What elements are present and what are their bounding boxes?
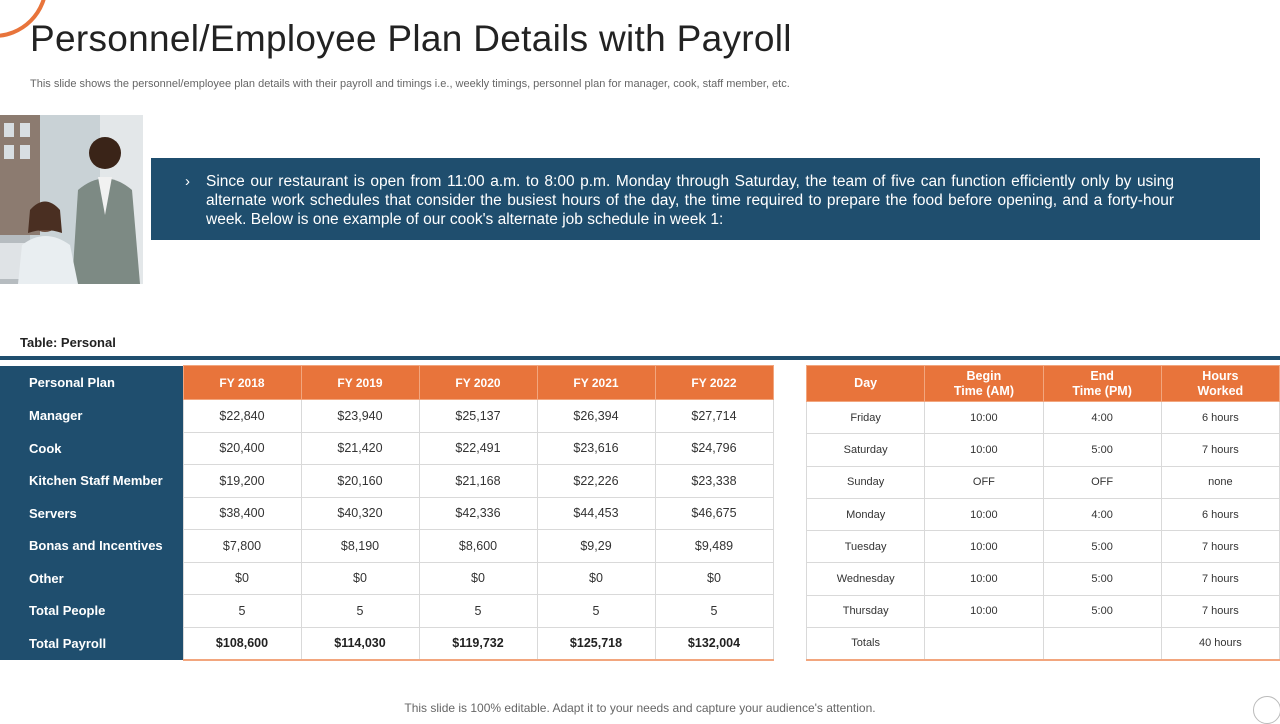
row-label: Servers <box>0 497 183 530</box>
table-row <box>0 497 773 530</box>
table-cell: $8,190 <box>301 530 419 563</box>
table-cell: $25,137 <box>419 400 537 433</box>
table-cell: $20,400 <box>183 432 301 465</box>
table-row <box>807 498 1280 530</box>
table-header-row <box>807 366 1280 402</box>
table-cell: $19,200 <box>183 465 301 498</box>
table-row <box>0 465 773 498</box>
table-cell: Saturday <box>807 434 925 466</box>
table-cell: Thursday <box>807 595 925 627</box>
table-cell: $21,168 <box>419 465 537 498</box>
row-label: Manager <box>0 400 183 433</box>
slide-footer: This slide is 100% editable. Adapt it to your needs and capture your audience's attention. <box>404 701 876 715</box>
table-cell: $21,420 <box>301 432 419 465</box>
table-cell: 5 <box>419 595 537 628</box>
table-cell: 10:00 <box>925 498 1043 530</box>
table-row <box>0 530 773 563</box>
table-cell: 5 <box>183 595 301 628</box>
row-label: Kitchen Staff Member <box>0 465 183 498</box>
table-row <box>0 400 773 433</box>
column-header-year: FY 2018 <box>183 366 301 400</box>
table-cell: $23,940 <box>301 400 419 433</box>
table-cell: $125,718 <box>537 627 655 660</box>
column-header-begin-time <box>925 366 1043 402</box>
table-cell: 40 hours <box>1161 628 1279 660</box>
table-cell: 6 hours <box>1161 402 1279 434</box>
column-header-personal-plan: Personal Plan <box>0 366 183 400</box>
table-cell: 5 <box>655 595 773 628</box>
table-cell: 10:00 <box>925 563 1043 595</box>
table-row <box>807 531 1280 563</box>
header-line: Hours <box>1202 368 1239 383</box>
table-cell: $40,320 <box>301 497 419 530</box>
table-cell: $9,489 <box>655 530 773 563</box>
column-header-day <box>807 366 925 402</box>
table-row-totals <box>807 628 1280 660</box>
table-cell: $0 <box>183 562 301 595</box>
table-cell: $132,004 <box>655 627 773 660</box>
header-line: End <box>1090 368 1114 383</box>
cook-schedule-table <box>806 365 1280 661</box>
table-cell: OFF <box>1043 466 1161 498</box>
table-cell: $9,29 <box>537 530 655 563</box>
table-cell: 10:00 <box>925 595 1043 627</box>
table-cell: 10:00 <box>925 531 1043 563</box>
table-cell: $20,160 <box>301 465 419 498</box>
column-header-year: FY 2019 <box>301 366 419 400</box>
table-row <box>807 402 1280 434</box>
header-line: Worked <box>1197 383 1244 398</box>
table-label: Table: Personal <box>20 335 116 350</box>
table-cell: $44,453 <box>537 497 655 530</box>
column-header-hours-worked <box>1161 366 1279 402</box>
row-label: Bonas and Incentives <box>0 530 183 563</box>
column-header-year: FY 2020 <box>419 366 537 400</box>
table-row <box>0 562 773 595</box>
table-cell: $46,675 <box>655 497 773 530</box>
row-label: Total Payroll <box>0 627 183 660</box>
table-cell: $23,616 <box>537 432 655 465</box>
table-cell: $114,030 <box>301 627 419 660</box>
table-cell: 4:00 <box>1043 498 1161 530</box>
slide-title: Personnel/Employee Plan Details with Payroll <box>30 18 792 59</box>
table-cell: 6 hours <box>1161 498 1279 530</box>
table-cell: $23,338 <box>655 465 773 498</box>
table-cell: 7 hours <box>1161 434 1279 466</box>
header-line: Time (PM) <box>1072 383 1132 398</box>
table-cell <box>925 628 1043 660</box>
table-cell: $26,394 <box>537 400 655 433</box>
table-cell: Wednesday <box>807 563 925 595</box>
table-cell: $42,336 <box>419 497 537 530</box>
table-cell: 5:00 <box>1043 434 1161 466</box>
table-cell: 5:00 <box>1043 531 1161 563</box>
table-cell: $22,840 <box>183 400 301 433</box>
header-line: Begin <box>966 368 1002 383</box>
table-cell: Monday <box>807 498 925 530</box>
table-row-total <box>0 627 773 660</box>
table-cell: 5:00 <box>1043 563 1161 595</box>
table-cell: $7,800 <box>183 530 301 563</box>
table-cell: $0 <box>419 562 537 595</box>
table-header-row <box>0 366 773 400</box>
table-row <box>0 432 773 465</box>
table-row <box>807 466 1280 498</box>
table-cell: none <box>1161 466 1279 498</box>
table-cell: Sunday <box>807 466 925 498</box>
column-header-year: FY 2022 <box>655 366 773 400</box>
table-cell <box>1043 628 1161 660</box>
table-cell: $24,796 <box>655 432 773 465</box>
chevron-right-icon: › <box>185 173 190 190</box>
header-line: Day <box>854 376 878 390</box>
table-row <box>807 434 1280 466</box>
table-cell: 5 <box>301 595 419 628</box>
table-cell: OFF <box>925 466 1043 498</box>
column-header-year: FY 2021 <box>537 366 655 400</box>
table-cell: Totals <box>807 628 925 660</box>
table-row <box>807 595 1280 627</box>
slide-subtitle: This slide shows the personnel/employee plan details with their payroll and timings i.e., weekly timings, personnel plan for manager, cook, staff member, etc. <box>30 78 790 90</box>
table-cell: $38,400 <box>183 497 301 530</box>
personnel-plan-table <box>0 365 774 661</box>
info-banner <box>151 158 1260 240</box>
row-label: Cook <box>0 432 183 465</box>
table-cell: $0 <box>537 562 655 595</box>
table-cell: Tuesday <box>807 531 925 563</box>
table-cell: 5 <box>537 595 655 628</box>
section-divider <box>0 356 1280 360</box>
table-cell: $119,732 <box>419 627 537 660</box>
table-cell: 7 hours <box>1161 563 1279 595</box>
team-photo <box>0 115 143 284</box>
table-cell: 5:00 <box>1043 595 1161 627</box>
table-cell: 7 hours <box>1161 531 1279 563</box>
header-line: Time (AM) <box>953 383 1014 398</box>
table-cell: $22,226 <box>537 465 655 498</box>
table-cell: 4:00 <box>1043 402 1161 434</box>
table-cell: $22,491 <box>419 432 537 465</box>
table-row <box>0 595 773 628</box>
table-cell: $0 <box>655 562 773 595</box>
table-cell: 10:00 <box>925 402 1043 434</box>
table-cell: Friday <box>807 402 925 434</box>
column-header-end-time <box>1043 366 1161 402</box>
table-cell: 7 hours <box>1161 595 1279 627</box>
row-label: Other <box>0 562 183 595</box>
team-photo-illustration <box>0 115 143 284</box>
table-cell: $27,714 <box>655 400 773 433</box>
table-row <box>807 563 1280 595</box>
row-label: Total People <box>0 595 183 628</box>
banner-text: Since our restaurant is open from 11:00 a.m. to 8:00 p.m. Monday through Saturday, the team of five can function efficiently only by using alternate work schedules that consider the busiest hours of the day, the time required to prepare the food before opening, and a forty-hour week. Below is one example of our cook's alternate job schedule in week 1: <box>206 173 1174 228</box>
table-cell: $108,600 <box>183 627 301 660</box>
table-cell: $0 <box>301 562 419 595</box>
table-cell: 10:00 <box>925 434 1043 466</box>
table-cell: $8,600 <box>419 530 537 563</box>
